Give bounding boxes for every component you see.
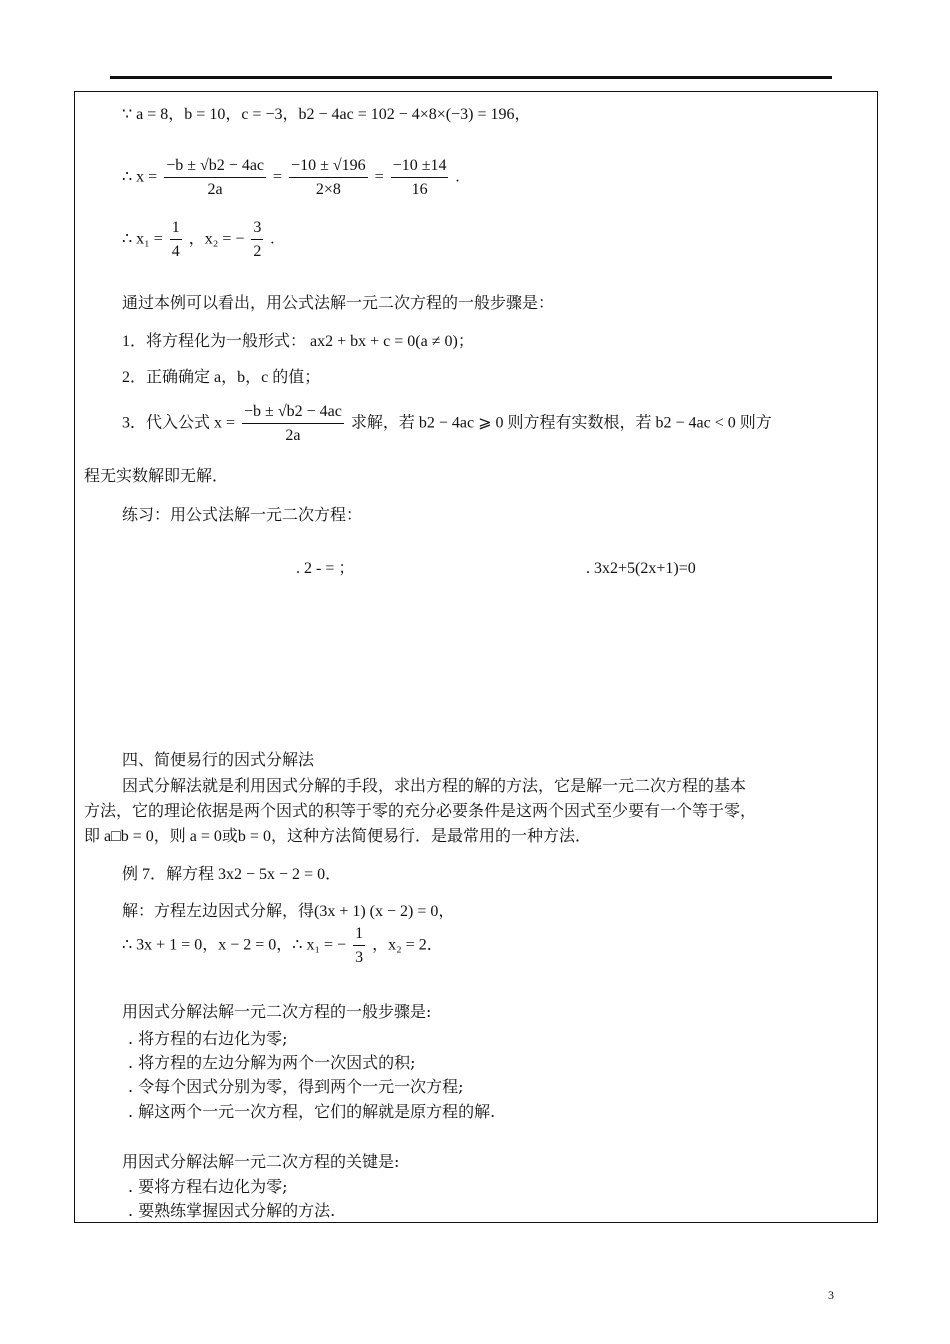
fact-key-2: . 要熟练掌握因式分解的方法.: [128, 1201, 336, 1220]
example7-solution: 解：方程左边因式分解，得(3x + 1) (x − 2) = 0，: [122, 903, 455, 920]
example7-root-fraction: $\frac{1}{3}$: [355, 925, 364, 966]
fact-key-1: . 要将方程右边化为零;: [128, 1177, 288, 1196]
root2-fraction: $\frac{3}{2}$: [253, 219, 262, 260]
header-rule: [110, 76, 832, 79]
section4-title: 四、简便易行的因式分解法: [122, 750, 315, 769]
step-2: 2．正确确定 a，b，c 的值；: [122, 369, 321, 386]
practice-problem-1: . 2 - = ；: [296, 560, 355, 577]
practice-problem-2: . 3x2+5(2x+1)=0: [586, 560, 696, 577]
fraction-general: $\frac{-b \pm √b2 - 4ac}{2a}$: [166, 157, 265, 198]
example7-roots: ∴ 3x + 1 = 0，x − 2 = 0，∴ x₁ = − $\frac{1}{3}$ ，x₂ = 2．: [122, 925, 443, 966]
fact-step-3: . 令每个因式分别为零，得到两个一元一次方程;: [128, 1077, 464, 1096]
step-3-continued: 程无实数解即无解．: [84, 466, 229, 485]
example7-title: 例 7．解方程 3x2 − 5x − 2 = 0．: [122, 866, 342, 883]
fraction-simplified: $\frac{-10 \pm 14}{16}$: [392, 157, 447, 198]
section4-paragraph-line3: 即 a□b = 0，则 a = 0或b = 0，这种方法简便易行．是最常用的一种方法．: [84, 828, 591, 845]
fraction-substituted: $\frac{-10 \pm √196}{2\times 8}$: [291, 157, 366, 198]
section4-paragraph-line1: 因式分解法就是利用因式分解的手段，求出方程的解的方法，它是解一元二次方程的基本: [122, 776, 747, 795]
fact-steps-title: 用因式分解法解一元二次方程的一般步骤是:: [122, 1002, 432, 1021]
step3-formula-fraction: $\frac{-b \pm √b2 - 4ac}{2a}$: [244, 403, 342, 444]
fact-step-2: . 将方程的左边分解为两个一次因式的积;: [128, 1053, 416, 1072]
root1-fraction: $\frac{1}{4}$: [171, 219, 180, 260]
roots-line: ∴ x₁ = $\frac{1}{4}$ ，x₂ = − $\frac{3}{2}$ .: [122, 219, 275, 260]
practice-title: 练习：用公式法解一元二次方程：: [122, 505, 363, 524]
quadratic-formula-line: ∴ x = $\frac{-b \pm √b2 - 4ac}{2a}$ = $\frac{-10 \pm √196}{2\times 8}$ = $\frac{-10 \pm 14}{16}$ .: [122, 157, 460, 198]
step-3: 3．代入公式 x = $\frac{-b \pm √b2 - 4ac}{2a}$ 求解，若 b2 − 4ac ⩾ 0 则方程有实数根，若 b2 − 4ac < 0 则方: [122, 403, 772, 444]
given-values-line: ∵ a = 8，b = 10，c = −3，b2 − 4ac = 102 − 4×8×(−3) = 196，: [122, 106, 531, 123]
fact-step-1: . 将方程的右边化为零;: [128, 1029, 288, 1048]
formula-lead: ∴ x =: [122, 168, 158, 186]
section4-paragraph-line2: 方法，它的理论依据是两个因式的积等于零的充分必要条件是这两个因式至少要有一个等于零，: [84, 801, 757, 820]
step-1: 1．将方程化为一般形式： ax2 + bx + c = 0(a ≠ 0)；: [122, 333, 474, 350]
steps-intro: 通过本例可以看出，用公式法解一元二次方程的一般步骤是：: [122, 293, 555, 312]
fact-key-title: 用因式分解法解一元二次方程的关键是:: [122, 1152, 400, 1171]
page-number: 3: [828, 1288, 834, 1302]
fact-step-4: . 解这两个一元一次方程，它们的解就是原方程的解.: [128, 1102, 496, 1121]
